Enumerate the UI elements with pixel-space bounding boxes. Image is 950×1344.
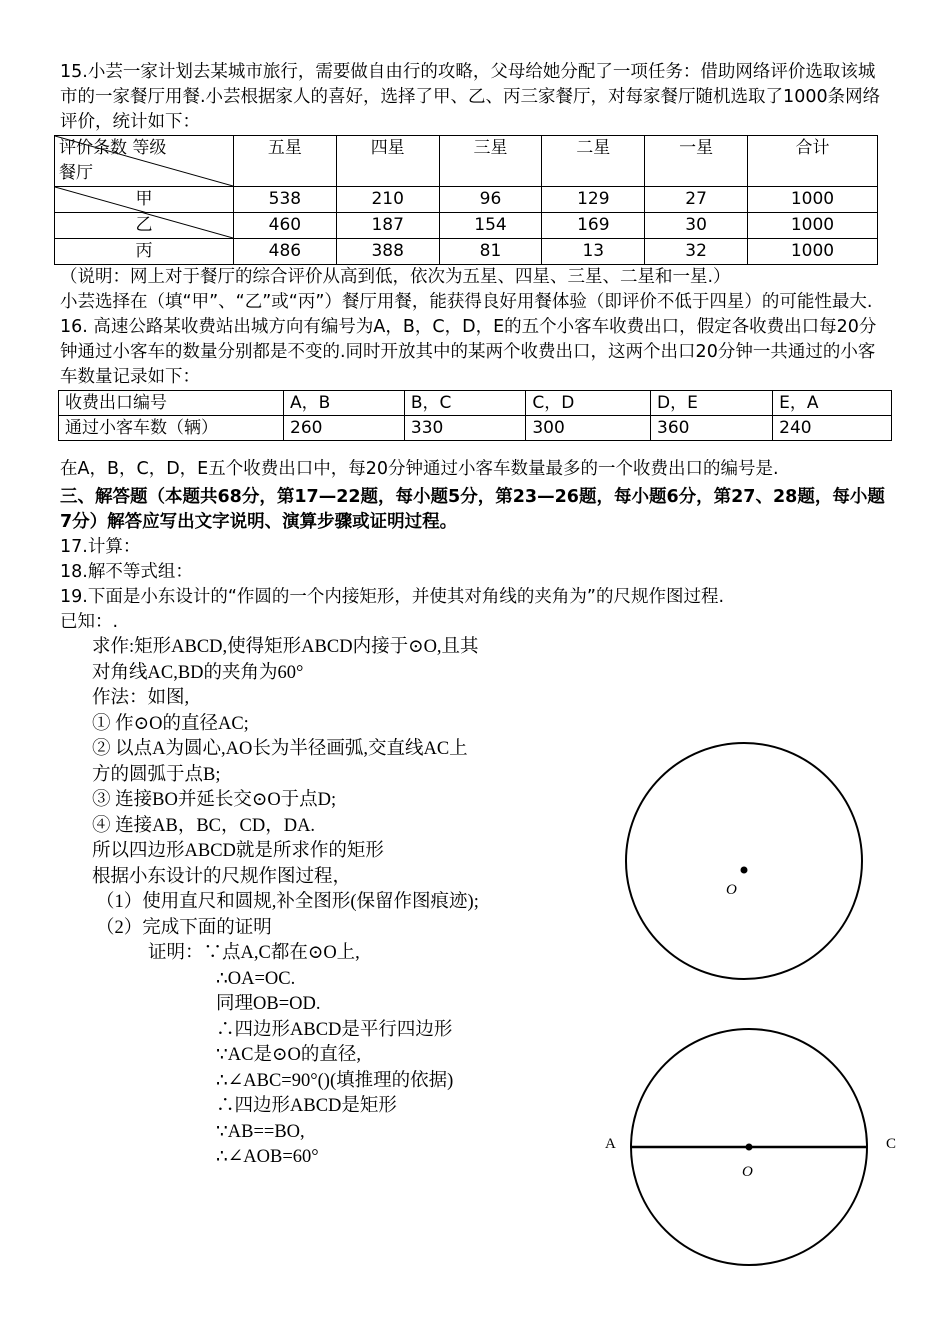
point-a-label: A xyxy=(605,1136,616,1152)
table-row xyxy=(55,187,878,213)
diagonal-line xyxy=(55,213,233,238)
table-cell: 360 xyxy=(651,416,773,441)
q15-note: （说明：网上对于餐厅的综合评价从高到低，依次为五星、四星、三星、二星和一星.） xyxy=(60,267,731,287)
construction-line: ② 以点A为圆心,AO长为半径画弧,交直线AC上 xyxy=(92,739,468,759)
header-cell: 五星 xyxy=(234,136,337,187)
diagonal-line xyxy=(55,187,233,212)
proof-line: ∴四边形ABCD是矩形 xyxy=(216,1096,397,1116)
table-cell: C，D xyxy=(526,391,651,416)
header-cell: 三星 xyxy=(439,136,542,187)
q19-known: 已知：. xyxy=(60,612,119,632)
header-cell: 四星 xyxy=(336,136,439,187)
table-cell: 154 xyxy=(439,213,542,239)
table-cell: 300 xyxy=(526,416,651,441)
row-label-cell xyxy=(55,213,234,239)
header-cell: 二星 xyxy=(542,136,645,187)
proof-line: 证明：∵点A,C都在⊙O上, xyxy=(148,943,360,963)
center-label: O xyxy=(726,882,737,898)
table-cell: 240 xyxy=(773,416,892,441)
center-label: O xyxy=(742,1164,753,1180)
corner-bottom-label: 餐厅 xyxy=(59,163,93,183)
table-cell: 27 xyxy=(645,187,748,213)
table-cell: D，E xyxy=(651,391,773,416)
header-cell: 一星 xyxy=(645,136,748,187)
row-label: 甲 xyxy=(135,189,153,209)
q18: 18.解不等式组： xyxy=(60,562,193,582)
construction-line: ① 作⊙O的直径AC; xyxy=(92,713,249,734)
restaurant-rating-table xyxy=(54,135,878,265)
table-cell: 32 xyxy=(645,239,748,265)
table-cell: 1000 xyxy=(747,213,877,239)
proof-line: ∴四边形ABCD是平行四边形 xyxy=(216,1019,453,1040)
row-label: 通过小客车数（辆） xyxy=(59,416,284,441)
table-cell: 460 xyxy=(234,213,337,239)
table-cell: 1000 xyxy=(747,239,877,265)
q19-intro: 19.下面是小东设计的“作圆的一个内接矩形，并使其对角线的夹角为”的尺规作图过程. xyxy=(60,587,725,607)
q19-construction xyxy=(60,635,600,890)
table-cell: 30 xyxy=(645,213,748,239)
construction-line: 对角线AC,BD的夹角为60° xyxy=(92,662,304,683)
table-cell: 187 xyxy=(336,213,439,239)
row-label: 收费出口编号 xyxy=(59,391,284,416)
table-row xyxy=(55,213,878,239)
q17: 17.计算： xyxy=(60,537,141,557)
center-point xyxy=(746,1144,753,1151)
table-row xyxy=(55,239,878,265)
table-cell: 1000 xyxy=(747,187,877,213)
construction-line: 作法：如图, xyxy=(92,688,190,708)
table-header-row xyxy=(55,136,878,187)
construction-line: 根据小东设计的尺规作图过程， xyxy=(92,866,352,887)
construction-line: 求作:矩形ABCD,使得矩形ABCD内接于⊙O,且其 xyxy=(92,637,479,657)
table-cell: 486 xyxy=(234,239,337,265)
table-cell: 388 xyxy=(336,239,439,265)
row-label-cell xyxy=(55,187,234,213)
table-cell: 169 xyxy=(542,213,645,239)
proof-line: ∵AB==BO, xyxy=(216,1121,305,1142)
table-cell: 260 xyxy=(284,416,405,441)
corner-top-label: 评价条数 等级 xyxy=(59,138,167,158)
header-cell: 合计 xyxy=(747,136,877,187)
table-cell: 129 xyxy=(542,187,645,213)
part1: （1）使用直尺和圆规,补全图形(保留作图痕迹); xyxy=(96,892,479,912)
circle-figure-2 xyxy=(600,1025,900,1270)
proof-line: ∵AC是⊙O的直径, xyxy=(216,1045,361,1065)
table-cell: E，A xyxy=(773,391,892,416)
proof-line: ∴∠AOB=60° xyxy=(216,1147,319,1167)
proof-line: 同理OB=OD. xyxy=(216,994,321,1014)
circle-figure-1 xyxy=(620,738,880,988)
table-cell: 330 xyxy=(404,416,525,441)
table-cell: A，B xyxy=(284,391,405,416)
proof-line: ∴∠ABC=90°()(填推理的依据) xyxy=(216,1070,454,1091)
table-cell: B，C xyxy=(404,391,525,416)
q16-intro: 16. 高速公路某收费站出城方向有编号为A，B，C，D，E的五个小客车收费出口，假定各收费出口每20分钟通过小客车的数量分别都是不变的.同时开放其中的某两个收费出口，这两个出口20分钟一共通过的小客车数量记录如下： xyxy=(60,317,877,387)
row-label: 乙 xyxy=(135,215,153,235)
table-row xyxy=(59,416,892,441)
circle xyxy=(626,743,862,979)
table-cell: 81 xyxy=(439,239,542,265)
q15-intro: 15.小芸一家计划去某城市旅行，需要做自由行的攻略，父母给她分配了一项任务：借助网络评价选取该城市的一家餐厅用餐.小芸根据家人的喜好，选择了甲、乙、丙三家餐厅，对每家餐厅随机选取了1000条网络评价，统计如下： xyxy=(60,62,881,132)
construction-line: 方的圆弧于点B; xyxy=(92,764,221,785)
q16-question: 在A，B，C，D，E五个收费出口中，每20分钟通过小客车数量最多的一个收费出口的编号是. xyxy=(60,459,779,479)
section3-heading: 三、解答题（本题共68分，第17—22题，每小题5分，第23—26题，每小题6分，第27、28题，每小题7分）解答应写出文字说明、演算步骤或证明过程。 xyxy=(60,487,885,532)
table-cell: 96 xyxy=(439,187,542,213)
point-c-label: C xyxy=(886,1136,897,1152)
row-label: 丙 xyxy=(135,241,153,261)
proof-line: ∴OA=OC. xyxy=(216,968,296,989)
construction-line: ④ 连接AB，BC，CD，DA. xyxy=(92,815,316,836)
row-label-cell xyxy=(55,239,234,265)
center-point xyxy=(741,867,748,874)
table-row xyxy=(59,391,892,416)
q15-question: 小芸选择在（填“甲”、“乙”或“丙”）餐厅用餐，能获得良好用餐体验（即评价不低于四星）的可能性最大. xyxy=(60,292,873,312)
worksheet-page xyxy=(60,60,890,1171)
toll-exit-table xyxy=(58,390,892,441)
table-cell: 538 xyxy=(234,187,337,213)
construction-line: 所以四边形ABCD就是所求作的矩形 xyxy=(92,841,384,861)
table-corner-cell xyxy=(55,136,234,187)
part2: （2）完成下面的证明 xyxy=(96,917,272,938)
table-cell: 13 xyxy=(542,239,645,265)
table-cell: 210 xyxy=(336,187,439,213)
construction-line: ③ 连接BO并延长交⊙O于点D; xyxy=(92,790,337,810)
diagonal-line xyxy=(55,136,233,186)
